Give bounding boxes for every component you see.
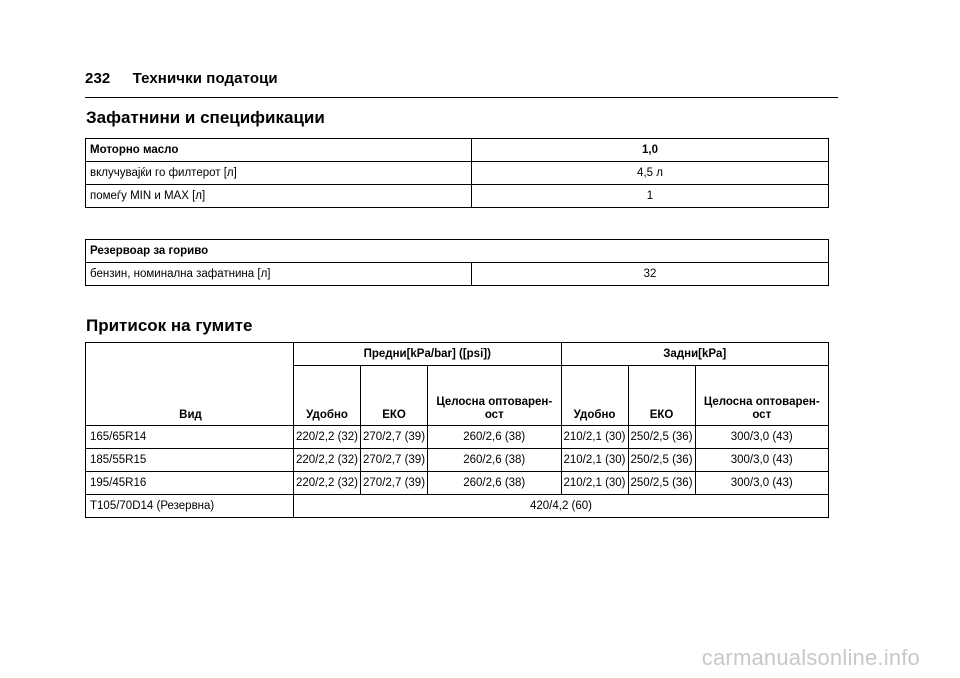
fuel-header: Резервоар за гориво [86,240,829,263]
table-cell: 220/2,2 (32) [294,449,361,472]
table-cell: 260/2,6 (38) [428,426,561,449]
fuel-tank-table [85,239,829,286]
table-cell: 220/2,2 (32) [294,426,361,449]
table-row [86,449,829,472]
rear-comfort-header: Удобно [561,366,628,426]
table-cell: 32 [472,263,829,286]
page-header [85,70,278,87]
table-cell: 300/3,0 (43) [695,449,828,472]
table-cell: 250/2,5 (36) [628,472,695,495]
table-row [86,426,829,449]
rear-header: Задни[kPa] [561,343,829,366]
rear-full-load-header: Целосна оптоварен-ост [695,366,828,426]
tyre-size: 165/65R14 [86,426,294,449]
table-cell: вклучувајќи го филтерот [л] [86,162,472,185]
table-cell: 210/2,1 (30) [561,449,628,472]
rear-eco-header: ЕКО [628,366,695,426]
watermark: carmanualsonline.info [701,645,920,670]
tyre-size: 185/55R15 [86,449,294,472]
table-row [86,263,829,286]
table-cell: 300/3,0 (43) [695,426,828,449]
table-cell: 270/2,7 (39) [361,472,428,495]
page-number: 232 [85,70,111,87]
table-cell: 260/2,6 (38) [428,472,561,495]
oil-header-label: Моторно масло [86,139,472,162]
spare-pressure: 420/4,2 (60) [294,495,829,518]
table-cell: 270/2,7 (39) [361,426,428,449]
header-divider [85,97,838,98]
table-cell: 210/2,1 (30) [561,472,628,495]
table-header-row [86,343,829,366]
type-header: Вид [86,343,294,426]
table-cell: 300/3,0 (43) [695,472,828,495]
table-cell: 260/2,6 (38) [428,449,561,472]
table-cell: 270/2,7 (39) [361,449,428,472]
tyre-size: 195/45R16 [86,472,294,495]
chapter-title: Технички податоци [132,70,278,87]
oil-header-engine: 1,0 [472,139,829,162]
table-cell: 4,5 л [472,162,829,185]
engine-oil-table [85,138,829,208]
front-comfort-header: Удобно [294,366,361,426]
tyre-pressure-table [85,342,829,518]
tyre-pressure-section-title: Притисок на гумите [86,316,253,335]
capacities-section-title: Зафатнини и спецификации [86,108,325,127]
table-cell: 250/2,5 (36) [628,449,695,472]
table-row [86,472,829,495]
table-row [86,495,829,518]
table-cell: 210/2,1 (30) [561,426,628,449]
table-header-row [86,240,829,263]
table-header-row [86,139,829,162]
table-cell: 1 [472,185,829,208]
table-cell: помеѓу MIN и MAX [л] [86,185,472,208]
table-cell: 220/2,2 (32) [294,472,361,495]
table-cell: 250/2,5 (36) [628,426,695,449]
table-row [86,162,829,185]
tyre-size: T105/70D14 (Резервна) [86,495,294,518]
front-eco-header: ЕКО [361,366,428,426]
front-full-load-header: Целосна оптоварен-ост [428,366,561,426]
table-row [86,185,829,208]
front-header: Предни[kPa/bar] ([psi]) [294,343,562,366]
table-cell: бензин, номинална зафатнина [л] [86,263,472,286]
